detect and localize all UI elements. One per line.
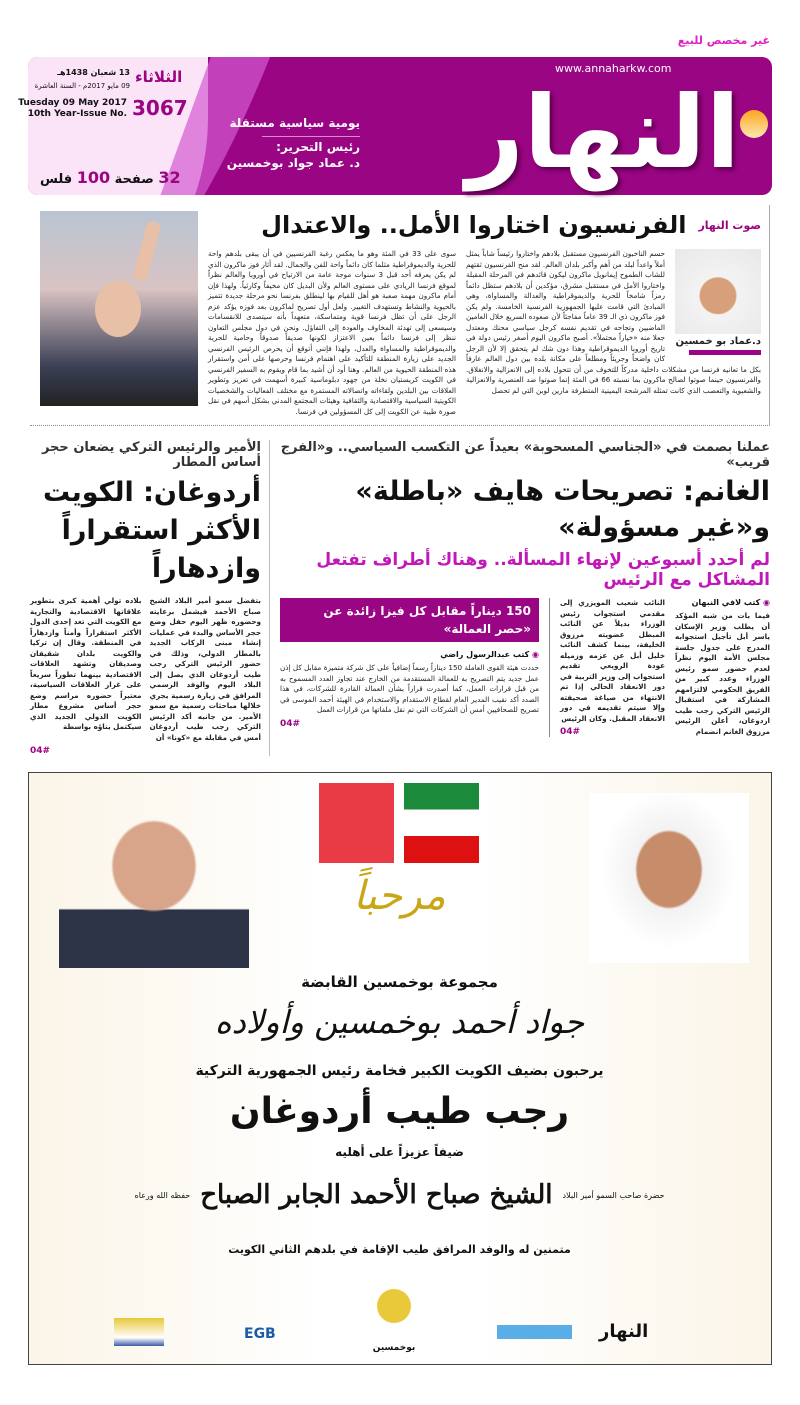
welcome-text: مرحباً <box>353 873 446 919</box>
english-date <box>5 98 127 120</box>
erdogan-story <box>30 440 270 756</box>
sponsor-logo-gold <box>114 1318 164 1346</box>
guest-name: رجب طيب أردوغان <box>229 1091 570 1132</box>
website-url[interactable]: www.annaharkw.com <box>555 62 672 75</box>
newspaper-logo: النهار <box>466 74 740 191</box>
bukhamseen-logo-icon <box>369 1273 419 1339</box>
erdogan-headline: أردوغان: الكويت الأكثر استقراراً وازدهاراً <box>42 477 261 584</box>
price: 100 <box>76 168 111 187</box>
visa-page-ref[interactable]: 04# <box>280 718 301 729</box>
page-count: 32 <box>158 168 181 187</box>
ghanem-story <box>280 440 770 756</box>
english-issue-label: 10th Year-Issue No. <box>27 109 127 119</box>
editorial-column-1-wrap <box>466 249 761 417</box>
editorial-author: د.عماد بو خمسين <box>675 336 761 347</box>
ghanem-column-2: النائب شعيب المويزري إلى مقدمي استجواب رئيس الوزراء بديلاً عن النائب المبطل عضويته مرزوق الخليفة، بينما كشف النائب خليل أبل عن عزمه وزميله عودة الرويعي تقديم استجواب إلى وزير التربية في دور الانعقاد الحالي إذا تم الانتهاء من صياغة صحيفته وإلا سيتم تقديمه في دور الانعقاد المقبل. وكان الرئيس <box>560 598 665 723</box>
group-name: مجموعة بوخمسين القابضة <box>301 973 498 991</box>
gregorian-date: 09 مايو 2017م - السنة العاشرة <box>34 82 130 90</box>
editorial-column-2: سوى على 33 في المئة وهو ما يعكس رغبة الفرنسيين في أن يبقى بلدهم واحة للحرية والديموقراطية مثلما كان دائماً واحة للفن والجمال. لقد أثار فوز ماكرون الذي لم يكن يعرفه أحد قبل 3 سنوات موجة عامة من الارتياح في أوروبا والعالم نظراً لموقع فرنسا الريادي على مستوى العالم ولأن البديل كان مخيفاً وكارثياً. ولهذا فإن أمام ماكرون مهمة صعبة هو أهل للقيام بها لينطلق بفرنسا نحو مرحلة جديدة تتميز بالحيوية والنشاط وتستهدف التغيير. ولعل أول تصريح لماكرون بعد فوزه يؤكد عزم الرجل على أن تظل فرنسا قوية ومتماسكة، متعهداً بأنه سيتصدى للانقسامات وسيسعى إلى تهدئة المخاوف والعودة إلى التفاؤل. ونحن في دول مجلس التعاون ننظر إلى فرنسا دائماً بعين الاعتزاز لكونها صديقاً صدوقاً وحامية للحرية والديموقراطية والمساواة والعدل، ولهذا فإنني أتوقع أن يحرص الرئيس الفرنسي الجديد على زيارة المنطقة للتأكيد على اهتمام فرنسا وحرصها على أمن واستقرار هذه المنطقة الحيوية من العالم. وهنا أود أن أشيد بما قام ويقوم به السفير الفرنسي في الكويت كريستيان نخلة من جهود دبلوماسية كبيرة أسهمت في تعزيز وتطوير العلاقات بين البلدين ولقاءاته واتصالاته المستمرة مع مختلف الفعاليات والشخصيات الكويتية السياسية والاقتصادية والثقافية وهيئات المجتمع المدني بشكل أسهم في نقل صورة طيبة عن الكويت إلى كل المسؤولين في فرنسا. <box>208 249 456 416</box>
ghanem-column-1: فيما بات من شبه المؤكد أن يطلب وزير الإسكان ياسر أبل تأجيل استجوابه المدرج على جدول جلسة مجلس الأمة اليوم نظراً لعدم حضور سمو رئيس الوزراء وعدد كبير من الفريق الحكومي لالتزامهم المشاركة في استقبال الرئيس التركي رجب طيب اردوغان، أعلن الرئيس مرزوق الغانم انضمام <box>675 611 770 736</box>
family-name: جواد أحمد بوخمسين وأولاده <box>214 1003 585 1041</box>
editor-name: د. عماد جواد بوخمسين <box>226 156 360 170</box>
editorial-header <box>208 211 761 239</box>
wish-text: متمنين له والوفد المرافق طيب الإقامة في بلدهم الثاني الكويت <box>228 1243 571 1256</box>
english-date-text: Tuesday 09 May 2017 <box>18 98 127 108</box>
egb-sponsor-logo: EGB <box>244 1326 276 1342</box>
guest-subtitle: ضيفاً عزيزاً على أهليه <box>335 1145 464 1159</box>
header-area <box>0 0 800 205</box>
price-info <box>40 168 181 187</box>
tagline: يومية سياسية مستقلة <box>229 116 360 130</box>
erdogan-page-ref[interactable]: 04# <box>30 746 51 756</box>
section-label: صوت النهار <box>698 218 761 232</box>
annahar-sponsor-logo: النهار <box>599 1321 649 1342</box>
macron-photo <box>40 211 198 406</box>
welcome-message: يرحبون بضيف الكويت الكبير فخامة رئيس الجمهورية التركية <box>195 1063 604 1079</box>
visa-story <box>280 598 539 737</box>
day-name: الثلاثاء <box>135 68 183 86</box>
visa-byline: ◉ كتب عبدالرسول راضي <box>280 650 539 659</box>
news-section <box>30 440 770 756</box>
welcome-advertisement <box>28 772 772 1365</box>
erdogan-columns <box>30 596 261 743</box>
issue-number: 3067 <box>132 96 188 120</box>
erdogan-column-2: بلاده تولي أهمية كبرى بتطوير علاقاتها الاقتصادية والتجارية مع الكويت التي تعد إحدى الدول الأكثر استقراراً وأمناً وازدهاراً في المنطقة. وقال إن تركيا والكويت بلدان شقيقان وصديقان وتشهد العلاقات الاقتصادية بينهما تطوراً سريعاً على غرار العلاقات السياسية، معتبراً حضوره مراسم وضع حجر أساس مشروع مطار الكويت الدولي الجديد الذي سيكتمل بناؤه بواسطة <box>30 596 142 731</box>
visa-headline: 150 ديناراً مقابل كل فيزا زائدة عن «حصر العمالة» <box>280 598 539 642</box>
author-box <box>673 249 761 355</box>
hijri-date: 13 شعبان 1438هـ <box>57 68 130 77</box>
emir-row <box>29 1175 770 1215</box>
ghanem-kicker: عملنا بصمت في «الجناسي المسحوبة» بعيداً عن التكسب السياسي.. و«الفرج قريب» <box>280 440 770 470</box>
emir-title-prefix: حضرة صاحب السمو أمير البلاد <box>562 1190 665 1200</box>
ghanem-byline: ◉ كتب لافي النبهان <box>675 598 770 607</box>
erdogan-column-1: بتفضل سمو أمير البلاد الشيخ صباح الأحمد فيشمل برعايته وحضوره ظهر اليوم حفل وضع حجر الأساس والبدء في عمليات إنشاء مبنى الركاب الجديد بالمطار الدولي، وذلك في حضور الرئيس التركي رجب طيب أردوغان الذي يصل إلى البلاد اليوم والوفد الرسمي المرافق في زيارة رسمية يجري خلالها مباحثات رسمية مع سمو الأمير. من جانبه أكد الرئيس التركي رجب طيب أردوغان أمس في مقابلة مع «كونا» أن <box>149 596 261 742</box>
ghanem-columns <box>280 598 770 737</box>
pages-label: صفحة <box>114 172 154 187</box>
flags-image <box>319 783 479 863</box>
ghanem-headline: الغانم: تصريحات هايف «باطلة» و«غير مسؤولة» <box>355 476 770 543</box>
visa-body: حددت هيئة القوى العاملة 150 ديناراً رسماً إضافياً على كل شركة متميزة مقابل كل إذن عمل جديد يتم التصريح به للعمالة المستقدمة من الخارج عند تجاوز العدد المسموح به من قبل قرارات العمل، كما أصدرت قراراً بشأن العمالة القادرة للشركات، في هذا الصدد أكد نقيب المدير العام لقطاع الاستقدام والاستخدام في الهيئة أحمد الموسى في تصريح للصحافيين أمس أن الشركات التي تم نقل ملفاتها من قرارات العمل <box>280 663 539 714</box>
editorial-main <box>208 211 761 417</box>
editorial-column-1: حسم الناخبون الفرنسيون مستقبل بلادهم واختاروا رئيساً شاباً يمثل أملاً واعداً لبلد من أهم وأكبر بلدان العالم. لقد منح الفرنسيون ثقتهم للشاب الطموح إيمانويل ماكرون ليكون قائدهم في المرحلة المقبلة واختاروا الأمل في مستقبل مشرق، مؤكدين أن بلادهم ستظل دائماً رمزاً شامخاً للحرية والديموقراطية والعدالة والمساواة، وهي المبادئ التي قامت عليها الجمهورية الفرنسية الخامسة. ولم يكن فوز ماكرون ذي الـ 39 عاماً مفاجئاً لأن صعوده السريع خلال العامين الماضيين وتجاحه في تقديم نفسه كرجل سياسي محنك ومعتدل جعلا منه «خياراً محتملاً». أصبح ماكرون اليوم أصغر رئيس دولة في تاريخ أوروبا الديموقراطية وهذا دون شك لم يتحقق إلا لأن الرجل كان واضحاً وجريئاً ومطلعاً على مكانة بلده بين دول العالم عارفاً بكل ما تعانيه فرنسا من مشكلات داخلية مدركاً للتخوف من أن تتحول بلاده إلى الانعزالية والانغلاق. والفرنسيون حينما صوتوا لصالح ماكرون بما نسبته 66 في المئة إنما صوتوا ضد العنصرية والانعزالية والشعبوية والتعصب الذي كانت تمثله المرشحة اليمينية المتطرفة مارين لوبن التي لم تحصل <box>466 249 761 395</box>
ghanem-subtitle: لم أحدد أسبوعين لإنهاء المسألة.. وهناك أطراف تفتعل المشاكل مع الرئيس <box>316 550 770 590</box>
bukhamseen-sponsor-logo: بوخمسين <box>372 1343 416 1353</box>
emir-title-suffix: حفظه الله ورعاه <box>134 1190 191 1200</box>
ghanem-column-2-wrap <box>560 598 665 737</box>
ghanem-column-1-wrap <box>675 598 770 737</box>
erdogan-kicker: الأمير والرئيس التركي يضعان حجر أساس المطار <box>41 440 261 470</box>
editorial-box <box>30 205 770 426</box>
editorial-columns <box>208 249 761 417</box>
author-photo <box>675 249 761 334</box>
sun-logo-icon <box>740 110 768 138</box>
editorial-headline: الفرنسيون اختاروا الأمل.. والاعتدال <box>261 211 687 239</box>
currency-label: فلس <box>40 172 73 187</box>
not-for-sale-label: غير مخصص للبيع <box>677 34 770 47</box>
emir-name: الشيخ صباح الأحمد الجابر الصباح <box>200 1180 553 1210</box>
ghanem-page-ref[interactable]: 04# <box>560 727 581 737</box>
editor-label: رئيس التحرير: <box>276 140 360 154</box>
sponsor-logo-blue <box>497 1325 572 1339</box>
